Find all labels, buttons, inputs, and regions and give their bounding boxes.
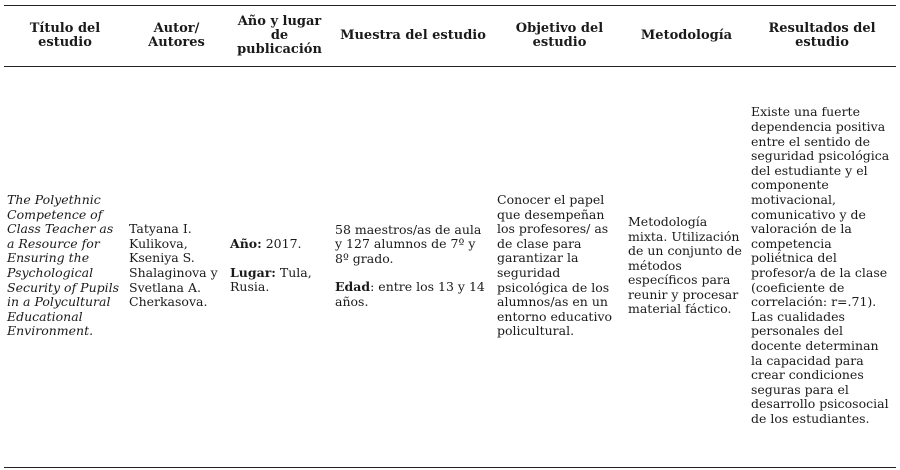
- study-table: [4, 5, 896, 468]
- cell-sample: [332, 67, 494, 468]
- cell-objective: Conocer el papel que desempeñan los profesores/ as de clase para garantizar la seguridad psicológica de los alumnos/as en un entorno educativo policultural.: [494, 67, 625, 468]
- cell-authors: Tatyana I. Kulikova, Kseniya S. Shalaginova y Svetlana A. Cherkasova.: [126, 67, 227, 468]
- cell-study-title: The Polyethnic Competence of Class Teacher as a Resource for Ensuring the Psychological Security of Pupils in a Polycultural Educational Environment.: [4, 67, 126, 468]
- header-results: Resultados del estudio: [748, 6, 896, 67]
- age-value: : entre los 13 y 14 años.: [335, 279, 485, 309]
- header-authors: Autor/ Autores: [126, 6, 227, 67]
- place-label: Lugar:: [230, 264, 276, 280]
- sample-text: 58 maestros/as de aula y 127 alumnos de 7º y 8º grado.: [335, 221, 482, 266]
- header-methodology: Metodología: [625, 6, 748, 67]
- year-label: Año:: [230, 236, 262, 252]
- header-year-place: Año y lugar de publicación: [227, 6, 332, 67]
- cell-methodology: Metodología mixta. Utilización de un conjunto de métodos específicos para reunir y procesar material fáctico.: [625, 67, 748, 468]
- place-line: [230, 266, 329, 295]
- cell-year-place: [227, 67, 332, 468]
- header-sample: Muestra del estudio: [332, 6, 494, 67]
- table-header-row: [4, 6, 896, 67]
- header-objective: Objetivo del estudio: [494, 6, 625, 67]
- header-title: Título del estudio: [4, 6, 126, 67]
- age-label: Edad: [335, 279, 371, 295]
- year-line: [230, 237, 329, 252]
- place-value: Tula, Rusia.: [230, 264, 312, 295]
- table-row: [4, 67, 896, 468]
- year-value: 2017.: [261, 236, 302, 252]
- age-line: [335, 280, 491, 309]
- cell-results: Existe una fuerte dependencia positiva entre el sentido de seguridad psicológica del estudiante y el componente motivacional, comunicativo y de valoración de la competencia poliétnica del profesor/a de la clase (coeficiente de correlación: r=.71). Las cualidades personales del docente determinan la capacidad para crear condiciones seguras para el desarrollo psicosocial de los estudiantes.: [748, 67, 896, 468]
